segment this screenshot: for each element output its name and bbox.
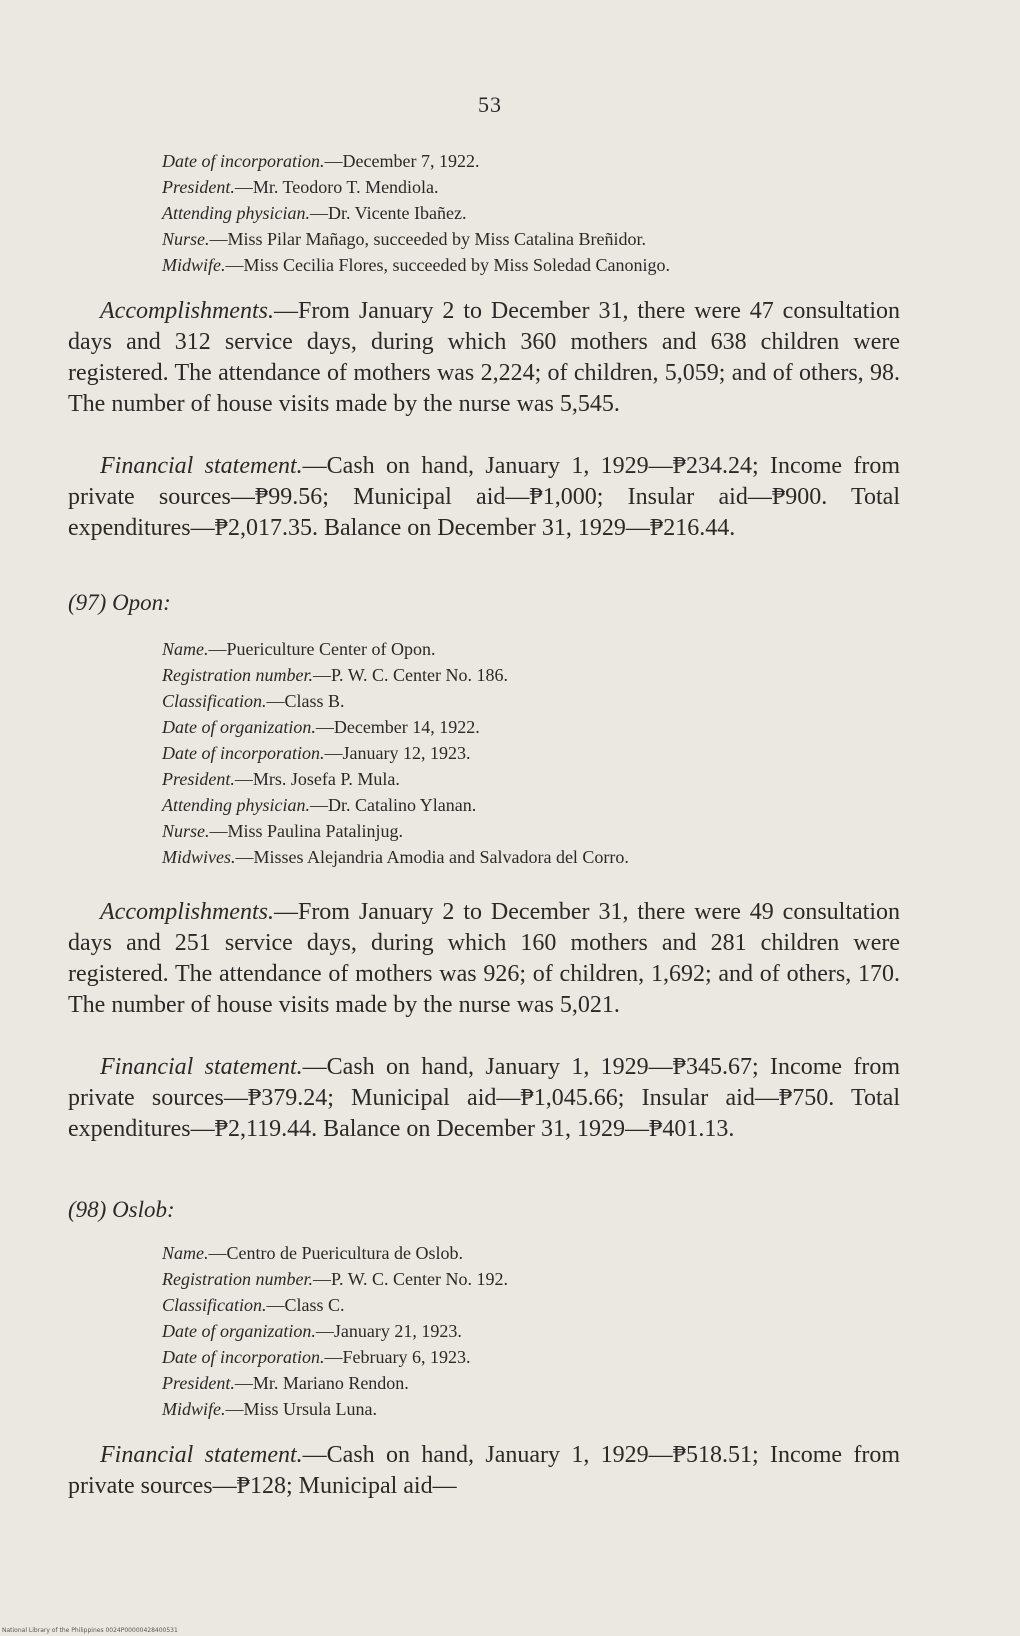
field-value: —Centro de Puericultura de Oslob.: [208, 1243, 463, 1263]
field-value: —Dr. Vicente Ibañez.: [309, 203, 467, 223]
field-line: [162, 740, 912, 766]
field-value: —Class C.: [266, 1295, 345, 1315]
paragraph-label: Accomplishments.: [100, 899, 274, 925]
field-line: [162, 148, 912, 174]
field-label: Nurse.: [162, 229, 210, 249]
financial-statement-paragraph: [68, 451, 900, 544]
field-line: [162, 252, 912, 278]
paragraph-text: —Cash on hand, January 1, 1929—₱345.67; Income from private sources—₱379.24; Municipal aid—₱1,045.66; Insular aid—₱750. Total expenditures—₱2,119.44. Balance on December 31, 1929—₱401.13.: [68, 1054, 901, 1142]
field-value: —P. W. C. Center No. 186.: [313, 665, 509, 685]
field-value: —Miss Paulina Patalinjug.: [209, 821, 404, 841]
field-label: Classification.: [162, 1295, 267, 1315]
field-label: President.: [162, 177, 235, 197]
top-field-list: [162, 148, 912, 278]
paragraph-text: —From January 2 to December 31, there were 47 consultation days and 312 service days, during which 360 mothers and 638 children were registered. The attendance of mothers was 2,224; of children, 5,059; and of others, 98. The number of house visits made by the nurse was 5,545.: [68, 298, 900, 417]
paragraph-label: Financial statement.: [100, 1054, 303, 1080]
field-value: —Miss Pilar Mañago, succeeded by Miss Catalina Breñidor.: [209, 229, 646, 249]
field-label: President.: [162, 1373, 235, 1393]
field-line: [162, 766, 912, 792]
field-line: [162, 688, 912, 714]
field-label: Date of organization.: [162, 1321, 316, 1341]
field-line: [162, 1396, 912, 1422]
field-label: Date of incorporation.: [162, 151, 325, 171]
field-line: [162, 792, 912, 818]
field-value: —December 7, 1922.: [324, 151, 480, 171]
archive-footer-tag: National Library of the Philippines 0024P00000428400531: [2, 1627, 178, 1634]
field-label: Nurse.: [162, 821, 210, 841]
field-value: —Mr. Teodoro T. Mendiola.: [234, 177, 439, 197]
field-line: [162, 1344, 912, 1370]
field-label: Attending physician.: [162, 795, 310, 815]
field-value: —P. W. C. Center No. 192.: [313, 1269, 509, 1289]
field-line: [162, 1370, 912, 1396]
accomplishments-paragraph: [68, 897, 900, 1021]
field-label: Midwife.: [162, 255, 226, 275]
paragraph-label: Financial statement.: [100, 453, 303, 479]
field-line: [162, 226, 912, 252]
oslob-field-list: [162, 1240, 912, 1422]
section-heading-opon: (97) Opon:: [68, 590, 171, 615]
paragraph-text: —From January 2 to December 31, there were 49 consultation days and 251 service days, during which 160 mothers and 281 children were registered. The attendance of mothers was 926; of children, 1,692; and of others, 170. The number of house visits made by the nurse was 5,021.: [68, 899, 900, 1018]
field-label: Date of incorporation.: [162, 743, 325, 763]
field-line: [162, 636, 912, 662]
field-label: Classification.: [162, 691, 267, 711]
field-value: —Miss Cecilia Flores, succeeded by Miss Soledad Canonigo.: [225, 255, 670, 275]
financial-statement-paragraph: [68, 1440, 900, 1502]
field-label: Midwife.: [162, 1399, 226, 1419]
field-value: —Class B.: [266, 691, 345, 711]
field-line: [162, 1318, 912, 1344]
field-value: —January 12, 1923.: [324, 743, 471, 763]
paragraph-label: Accomplishments.: [100, 298, 274, 324]
field-value: —January 21, 1923.: [315, 1321, 462, 1341]
field-line: [162, 818, 912, 844]
field-value: —Misses Alejandria Amodia and Salvadora del Corro.: [235, 847, 629, 867]
accomplishments-paragraph: [68, 296, 900, 420]
field-value: —Mr. Mariano Rendon.: [234, 1373, 409, 1393]
field-label: Date of incorporation.: [162, 1347, 325, 1367]
field-label: Date of organization.: [162, 717, 316, 737]
field-line: [162, 714, 912, 740]
section-heading-oslob: (98) Oslob:: [68, 1197, 175, 1222]
field-label: Name.: [162, 639, 209, 659]
field-label: President.: [162, 769, 235, 789]
field-line: [162, 1292, 912, 1318]
field-value: —December 14, 1922.: [315, 717, 480, 737]
field-label: Registration number.: [162, 1269, 313, 1289]
field-label: Name.: [162, 1243, 209, 1263]
field-label: Attending physician.: [162, 203, 310, 223]
field-value: —Miss Ursula Luna.: [225, 1399, 377, 1419]
field-line: [162, 844, 912, 870]
field-line: [162, 200, 912, 226]
field-value: —Puericulture Center of Opon.: [208, 639, 436, 659]
field-value: —February 6, 1923.: [324, 1347, 471, 1367]
field-value: —Mrs. Josefa P. Mula.: [234, 769, 400, 789]
field-label: Registration number.: [162, 665, 313, 685]
field-line: [162, 1240, 912, 1266]
field-line: [162, 174, 912, 200]
page-number: 53: [478, 92, 502, 117]
paragraph-text: —Cash on hand, January 1, 1929—₱518.51; Income from private sources—₱128; Municipal aid—: [68, 1442, 901, 1499]
paragraph-text: —Cash on hand, January 1, 1929—₱234.24; Income from private sources—₱99.56; Municipal aid—₱1,000; Insular aid—₱900. Total expenditures—₱2,017.35. Balance on December 31, 1929—₱216.44.: [68, 453, 901, 541]
opon-field-list: [162, 636, 912, 870]
field-value: —Dr. Catalino Ylanan.: [309, 795, 477, 815]
field-line: [162, 1266, 912, 1292]
paragraph-label: Financial statement.: [100, 1442, 303, 1468]
financial-statement-paragraph: [68, 1052, 900, 1145]
field-label: Midwives.: [162, 847, 236, 867]
field-line: [162, 662, 912, 688]
